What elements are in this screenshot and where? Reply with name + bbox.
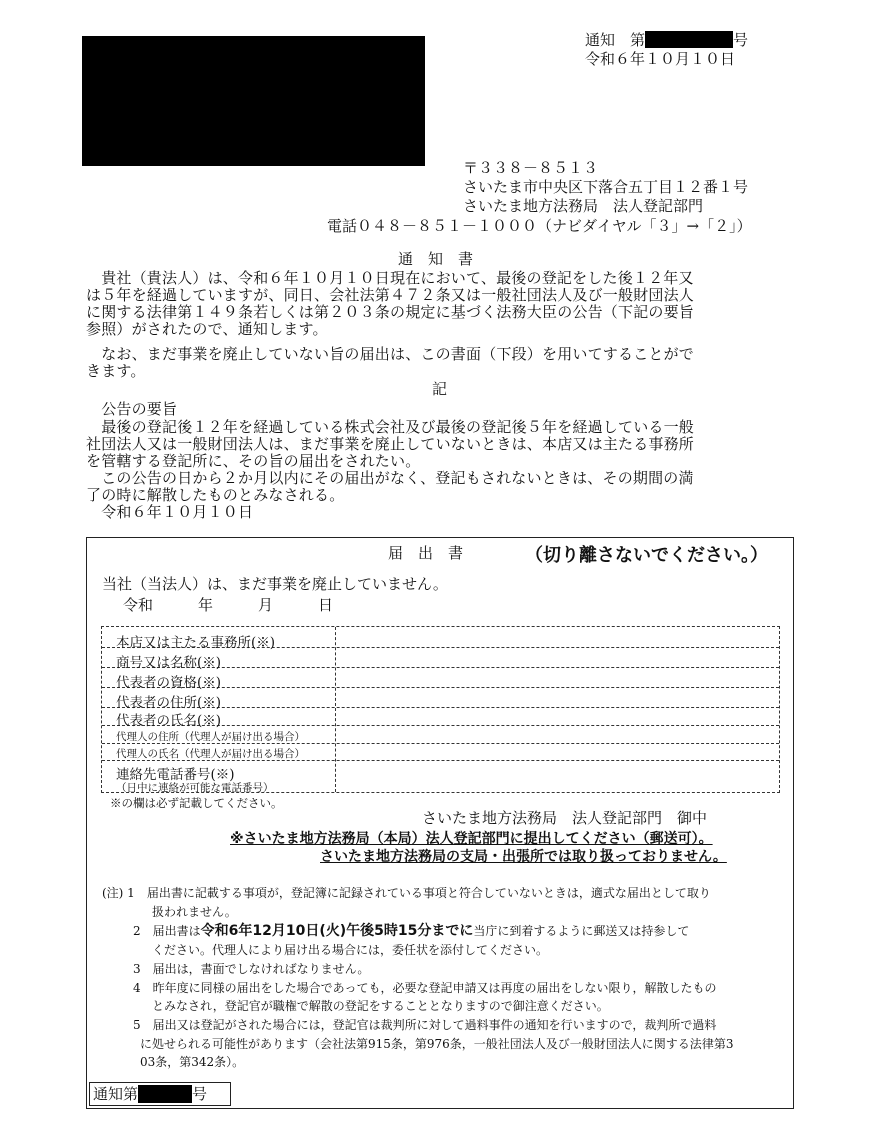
note-1-cont: 扱われません。 <box>152 905 237 919</box>
sender-postal: 〒３３８－８５１３ <box>463 159 599 177</box>
sender-address: さいたま市中央区下落合五丁目１２番１号 <box>463 178 749 196</box>
field-rep-address: 代表者の住所(※) <box>116 695 222 711</box>
required-note: ※の欄は必ず記載してください。 <box>110 796 283 810</box>
redacted-number <box>645 31 733 48</box>
notice-paragraph-1: 貴社（貴法人）は、令和６年１０月１０日現在において、最後の登記をした後１２年又 は５年を経過していますが、同日、会社法第４７２条又は一般社団法人及び一般財団法人 に関する法律第１４９条若しくは第２０３条の規定に基づく法務大臣の公告（下記の要旨 参照）がされたので、通知します。 <box>86 269 695 338</box>
redacted-bottom-number <box>138 1085 192 1103</box>
note-2: 2 届出書は令和6年12月10日(火)午後5時15分までに当庁に到着するように郵送又は持参して <box>133 923 690 939</box>
notice-number: 通知 第 号 <box>585 31 749 49</box>
form-title: 届 出 書 <box>388 544 464 562</box>
field-agent-address: 代理人の住所（代理人が届け出る場合） <box>116 731 305 743</box>
grid-divider <box>335 627 336 792</box>
deadline: 令和6年12月10日(火)午後5時15分までに <box>200 923 474 939</box>
sender-office: さいたま地方法務局 法人登記部門 <box>463 197 704 215</box>
notice-paragraph-2: なお、まだ事業を廃止していない旨の届出は、この書面（下段）を用いてすることがで きます。 <box>86 345 695 380</box>
input-trade-name[interactable] <box>338 648 776 666</box>
submit-instruction-2: さいたま地方法務局の支局・出張所では取り扱っておりません。 <box>320 849 727 865</box>
note-5: 5 届出又は登記がされた場合には，登記官は裁判所に対して過料事件の通知を行いますので，裁判所で過料 <box>133 1018 717 1032</box>
note-1: (注) 1 届出書に記載する事項が，登記簿に記録されている事項と符合していないときは，適式な届出として取り <box>102 886 711 900</box>
no-cut-warning: （切り離さないでください。） <box>525 545 768 566</box>
input-head-office[interactable] <box>338 628 776 646</box>
addressee: さいたま地方法務局 法人登記部門 御中 <box>422 809 708 827</box>
input-rep-name[interactable] <box>338 708 776 724</box>
note-3: 3 届出は，書面でしなければなりません。 <box>133 962 370 976</box>
summary-text: 最後の登記後１２年を経過している株式会社及び最後の登記後５年を経過している一般 社団法人又は一般財団法人は、まだ事業を廃止していないときは、本店又は主たる事務所 を管轄する登記所に、その旨の届出をされたい。 この公告の日から２か月以内にその届出がなく、登記もされないときは、その期間の満 了の時に解散したものとみなされる。 令和６年１０月１０日 <box>86 418 695 521</box>
note-4-cont: とみなされ，登記官が職権で解散の登記をすることとなりますので御注意ください。 <box>152 999 609 1013</box>
redacted-addressee <box>82 36 425 166</box>
field-rep-name: 代表者の氏名(※) <box>116 713 222 729</box>
sender-phone: 電話０４８－８５１－１０００（ナビダイヤル「３」→「２」） <box>327 217 752 235</box>
form-entry-grid <box>101 626 780 793</box>
notice-title: 通 知 書 <box>398 250 474 268</box>
field-rep-qualification: 代表者の資格(※) <box>116 675 222 691</box>
note-2-cont: ください。代理人により届け出る場合には，委任状を添付してください。 <box>152 943 549 957</box>
note-5-cont: に処せられる可能性があります（会社法第915条，第976条，一般社団法人及び一般財団法人に関する法律第3 <box>140 1037 734 1051</box>
note-4: 4 昨年度に同様の届出をした場合であっても，必要な登記申請又は再度の届出をしない限り，解散したもの <box>133 981 717 995</box>
input-rep-address[interactable] <box>338 688 776 706</box>
field-trade-name: 商号又は名称(※) <box>116 655 222 671</box>
form-statement: 当社（当法人）は、まだ事業を廃止していません。 <box>102 575 448 593</box>
field-agent-name: 代理人の氏名（代理人が届け出る場合） <box>116 748 305 760</box>
bottom-notice-number: 通知第 号 <box>89 1082 231 1106</box>
input-rep-qualification[interactable] <box>338 668 776 686</box>
notice-date: 令和６年１０月１０日 <box>585 50 736 68</box>
submit-instruction-1: ※さいたま地方法務局（本局）法人登記部門に提出してください（郵送可）。 <box>230 831 713 847</box>
input-agent-address[interactable] <box>338 726 776 742</box>
ki-heading: 記 <box>432 380 448 398</box>
form-date-line: 令和 年 月 日 <box>108 596 334 614</box>
summary-title: 公告の要旨 <box>86 400 178 418</box>
input-agent-name[interactable] <box>338 744 776 759</box>
field-contact-phone-hint: （日中に連絡が可能な電話番号） <box>116 782 274 794</box>
note-5-cont2: 03条，第342条）。 <box>140 1055 245 1069</box>
field-head-office: 本店又は主たる事務所(※) <box>116 635 276 651</box>
field-contact-phone: 連絡先電話番号(※) <box>116 767 235 783</box>
input-contact-phone[interactable] <box>338 761 776 790</box>
